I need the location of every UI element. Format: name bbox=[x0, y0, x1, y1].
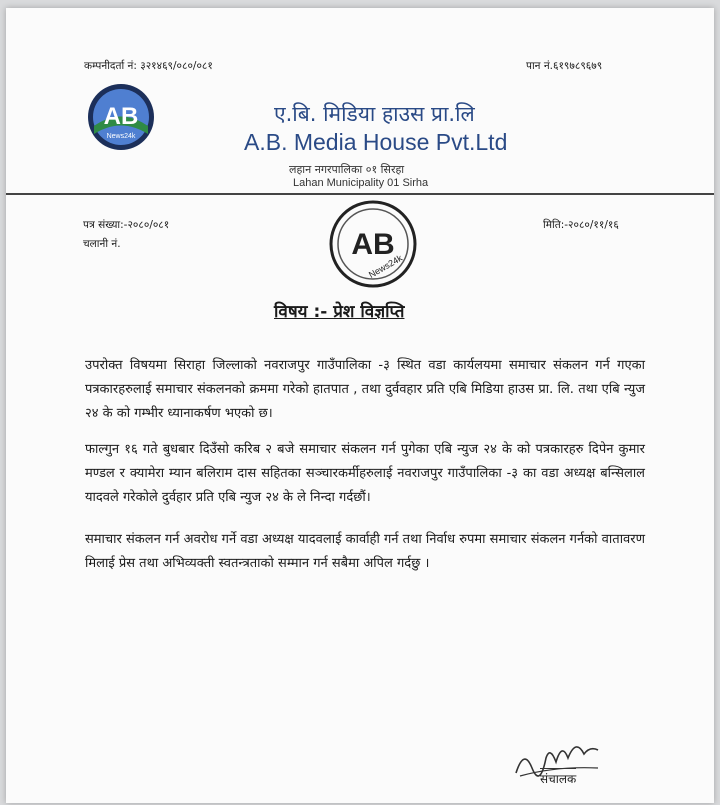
registration-number: कम्पनीदर्ता नं: ३२१४६९/०८०/०८१ bbox=[84, 60, 213, 72]
address-nepali: लहान नगरपालिका ०१ सिरहा bbox=[289, 163, 405, 176]
paragraph-1: उपरोक्त विषयमा सिराहा जिल्लाको नवराजपुर गाउँपालिका -३ स्थित वडा कार्यलयमा समाचार संकलन गर्न गएका पत्रकारहरुलाई समाचार संकलनको क्रममा गरेको हातपात , तथा दुर्ववहार प्रति एबि मिडिया हाउस प्रा. लि. तथा एबि न्युज २४ के को गम्भीर ध्यानाकर्षण भएको छ। bbox=[85, 358, 645, 421]
seal-subtext: News24k bbox=[366, 252, 405, 280]
logo-subtext: News24k bbox=[106, 133, 136, 140]
letter-date: मिति:-२०८०/११/१६ bbox=[543, 219, 619, 231]
logo-text: AB bbox=[103, 103, 139, 130]
letter-page bbox=[6, 8, 714, 803]
company-name-english: A.B. Media House Pvt.Ltd bbox=[244, 129, 508, 155]
company-logo bbox=[86, 82, 156, 152]
header-divider bbox=[6, 193, 714, 195]
paragraph-3: समाचार संकलन गर्न अवरोध गर्ने वडा अध्यक्ष यादवलाई कार्वाही गर्न तथा निर्वाध रुपमा समाचार संकलन गर्नको वातावरण मिलाई प्रेस तथा अभिव्यक्ती स्वतन्त्रताको सम्मान गर्न सबैमा अपिल गर्दछु । bbox=[85, 532, 645, 571]
address-english: Lahan Municipality 01 Sirha bbox=[293, 177, 429, 189]
seal-text: AB bbox=[351, 228, 395, 261]
pan-number: पान नं.६१९७८९६७९ bbox=[526, 60, 603, 72]
signatory-label: संचालक bbox=[540, 768, 576, 787]
company-name-nepali: ए.बि. मिडिया हाउस प्रा.लि bbox=[274, 102, 475, 126]
paragraph-2: फाल्गुन १६ गते बुधबार दिउँसो करिब २ बजे समाचार संकलन गर्न पुगेका एबि न्युज २४ के को पत्रकारहरु दिपेन कुमार मण्डल र क्यामेरा म्यान बलिराम दास सहितका सञ्चारकर्मीहरुलाई नवराजपुर गाउँपालिका -३ का वडा अध्यक्ष बन्सिलाल यादवले गरेकोले दुर्वहार प्रति एबि न्युज २४ के ले निन्दा गर्दछौं। bbox=[85, 442, 645, 505]
seal-logo bbox=[327, 199, 419, 289]
dispatch-number: चलानी नं. bbox=[83, 238, 121, 250]
subject-line: विषय :- प्रेश विज्ञप्ति bbox=[274, 302, 405, 322]
letter-number: पत्र संख्या:-२०८०/०८१ bbox=[83, 219, 170, 231]
